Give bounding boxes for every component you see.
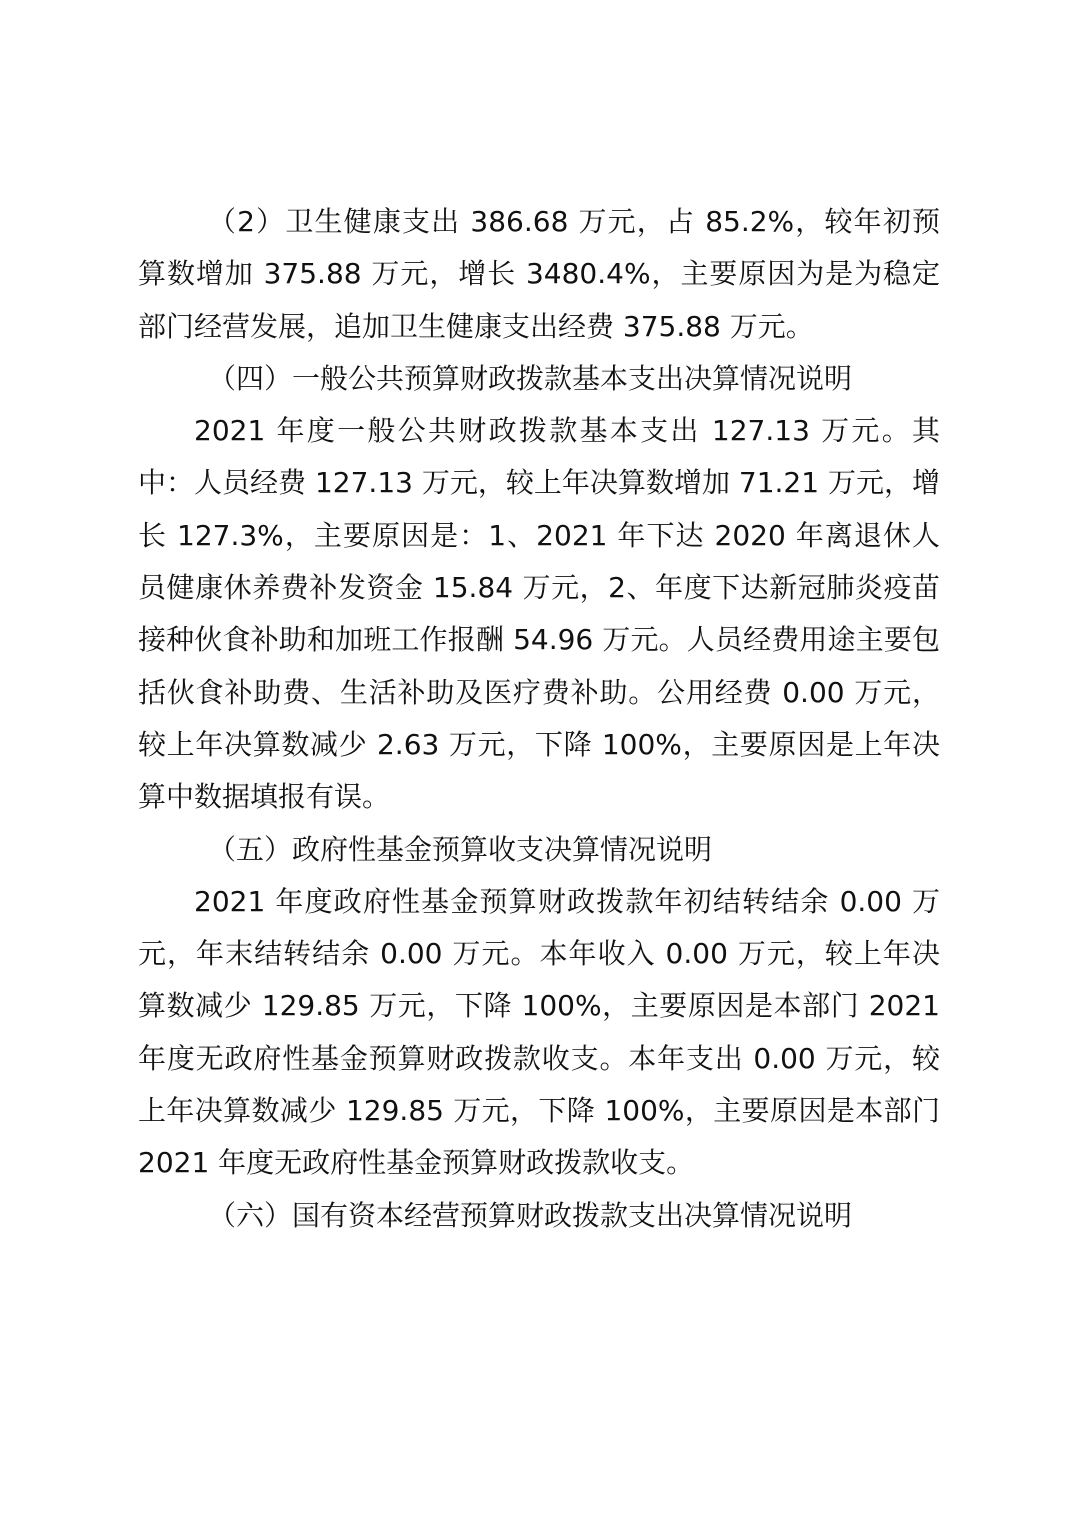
section-six-heading: （六）国有资本经营预算财政拨款支出决算情况说明 — [208, 1198, 853, 1232]
section-four-heading: （四）一般公共预算财政拨款基本支出决算情况说明 — [208, 361, 853, 395]
basic-expenditure-paragraph: 2021 年度一般公共财政拨款基本支出 127.13 万元。其中：人员经费 127.13 万元，较上年决算数增加 71.21 万元，增长 127.3%，主要原因是：1、2021 年下达 2020 年离退休人员健康休养费补发资金 15.84 万元，2、年度下达新冠肺炎疫苗接种伙食补助和加班工作报酬 54.96 万元。人员经费用途主要包括伙食补助费、生活补助及医疗费补助。公用经费 0.00 万元，较上年决算数减少 2.63 万元，下降 100%，主要原因是上年决算中数据填报有误。 — [138, 414, 940, 814]
section-five-heading: （五）政府性基金预算收支决算情况说明 — [208, 832, 713, 866]
health-expenditure-paragraph: （2）卫生健康支出 386.68 万元，占 85.2%，较年初预算数增加 375.88 万元，增长 3480.4%，主要原因为是为稳定部门经营发展，追加卫生健康支出经费 375.88 万元。 — [138, 205, 940, 343]
document-page — [138, 196, 940, 1242]
government-fund-paragraph: 2021 年度政府性基金预算财政拨款年初结转结余 0.00 万元，年末结转结余 0.00 万元。本年收入 0.00 万元，较上年决算数减少 129.85 万元，下降 100%，主要原因是本部门 2021 年度无政府性基金预算财政拨款收支。本年支出 0.00 万元，较上年决算数减少 129.85 万元，下降 100%，主要原因是本部门 2021 年度无政府性基金预算财政拨款收支。 — [138, 884, 940, 1180]
